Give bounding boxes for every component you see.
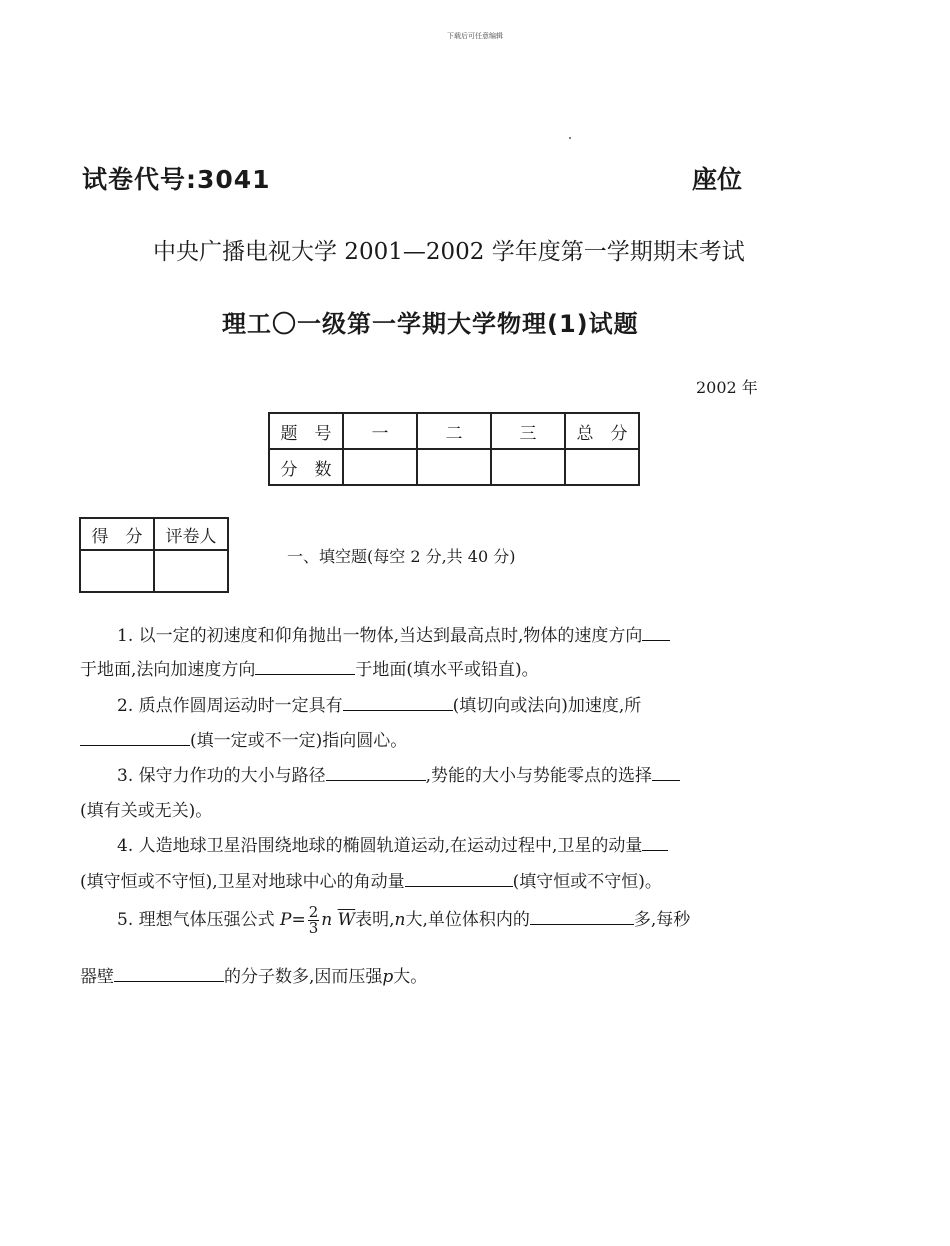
q3-text-b: ,势能的大小与势能零点的选择: [425, 766, 653, 786]
question-2-line-2: [80, 726, 407, 751]
q5-text-a: 5. 理想气体压强公式: [117, 910, 275, 930]
subject-title: 理工〇一级第一学期大学物理(1)试题: [222, 310, 639, 338]
exam-date: 2002 年: [696, 378, 758, 397]
q5-fraction: [308, 905, 320, 936]
question-5-line-2: [80, 962, 427, 987]
score-table-header-row: [269, 413, 639, 449]
q4-text-c: (填守恒或不守恒)。: [512, 872, 662, 892]
q1-blank-2[interactable]: [255, 659, 355, 675]
q5-text-f: 的分子数多,因而压强: [224, 967, 383, 987]
grader-score-label: 得 分: [80, 518, 154, 550]
q5-formula-eq: =: [291, 910, 306, 930]
section-title: 一、填空题(每空 2 分,共 40 分): [287, 547, 516, 566]
q5-blank-1[interactable]: [530, 909, 634, 925]
q5-text-e: 器壁: [80, 967, 114, 987]
question-2-line-1: [117, 691, 641, 716]
q2-blank-2[interactable]: [80, 730, 190, 746]
q5-p-symbol: p: [382, 967, 394, 987]
score-row-label: 分 数: [269, 449, 343, 485]
q1-text-c: 于地面(填水平或铅直)。: [355, 660, 539, 680]
q5-text-c: 大,单位体积内的: [405, 910, 530, 930]
q5-frac-num: 2: [308, 903, 319, 921]
q1-text-a: 1. 以一定的初速度和仰角抛出一物体,当达到最高点时,物体的速度方向: [117, 626, 643, 646]
q5-formula-n: n: [321, 910, 333, 930]
q5-n-symbol: n: [394, 910, 406, 930]
q5-formula-p: P: [280, 910, 292, 930]
score-header-cell: 三: [491, 413, 565, 449]
question-1-line-2: [80, 655, 539, 680]
q3-blank-1[interactable]: [326, 765, 426, 781]
q1-blank-1[interactable]: [642, 625, 670, 641]
top-note: 下载后可任意编辑: [447, 32, 503, 40]
scan-speck: [569, 137, 571, 139]
score-header-cell: 题 号: [269, 413, 343, 449]
score-cell-total[interactable]: [565, 449, 639, 485]
grader-name-cell[interactable]: [154, 550, 228, 592]
score-cell-3[interactable]: [491, 449, 565, 485]
q1-text-b: 于地面,法向加速度方向: [80, 660, 256, 680]
question-3-line-1: [117, 761, 680, 786]
university-line: 中央广播电视大学 2001—2002 学年度第一学期期末考试: [153, 239, 745, 265]
score-header-cell: 一: [343, 413, 417, 449]
q2-text-b: (填切向或法向)加速度,所: [452, 696, 642, 716]
grader-name-label: 评卷人: [154, 518, 228, 550]
score-cell-1[interactable]: [343, 449, 417, 485]
q4-blank-2[interactable]: [405, 871, 513, 887]
score-header-cell: 二: [417, 413, 491, 449]
exam-code: 试卷代号:3041: [82, 165, 271, 194]
question-4-line-2: [80, 867, 662, 892]
q5-text-b: 表明,: [355, 910, 395, 930]
score-cell-2[interactable]: [417, 449, 491, 485]
question-3-line-2: [80, 796, 212, 821]
question-4-line-1: [117, 831, 668, 856]
seat-label: 座位: [692, 165, 743, 194]
q5-text-d: 多,每秒: [633, 910, 691, 930]
score-table: [268, 412, 640, 486]
score-table-value-row: [269, 449, 639, 485]
q2-blank-1[interactable]: [343, 695, 453, 711]
question-5-line-1: [117, 905, 690, 936]
q5-text-g: 大。: [393, 967, 428, 987]
grader-table: [79, 517, 229, 593]
score-header-cell: 总 分: [565, 413, 639, 449]
grader-score-cell[interactable]: [80, 550, 154, 592]
q5-blank-2[interactable]: [114, 966, 224, 982]
q5-frac-den: 3: [308, 919, 319, 937]
question-1-line-1: [117, 621, 670, 646]
q3-text-c: (填有关或无关)。: [80, 801, 213, 821]
q3-blank-2[interactable]: [652, 765, 680, 781]
q4-text-a: 4. 人造地球卫星沿围绕地球的椭圆轨道运动,在运动过程中,卫星的动量: [117, 836, 643, 856]
q2-text-a: 2. 质点作圆周运动时一定具有: [117, 696, 343, 716]
q4-blank-1[interactable]: [642, 835, 668, 851]
q3-text-a: 3. 保守力作功的大小与路径: [117, 766, 326, 786]
q4-text-b: (填守恒或不守恒),卫星对地球中心的角动量: [80, 872, 405, 892]
q5-formula-w: $\overline{W}$: [337, 910, 356, 930]
q2-text-c: (填一定或不一定)指向圆心。: [190, 731, 408, 751]
